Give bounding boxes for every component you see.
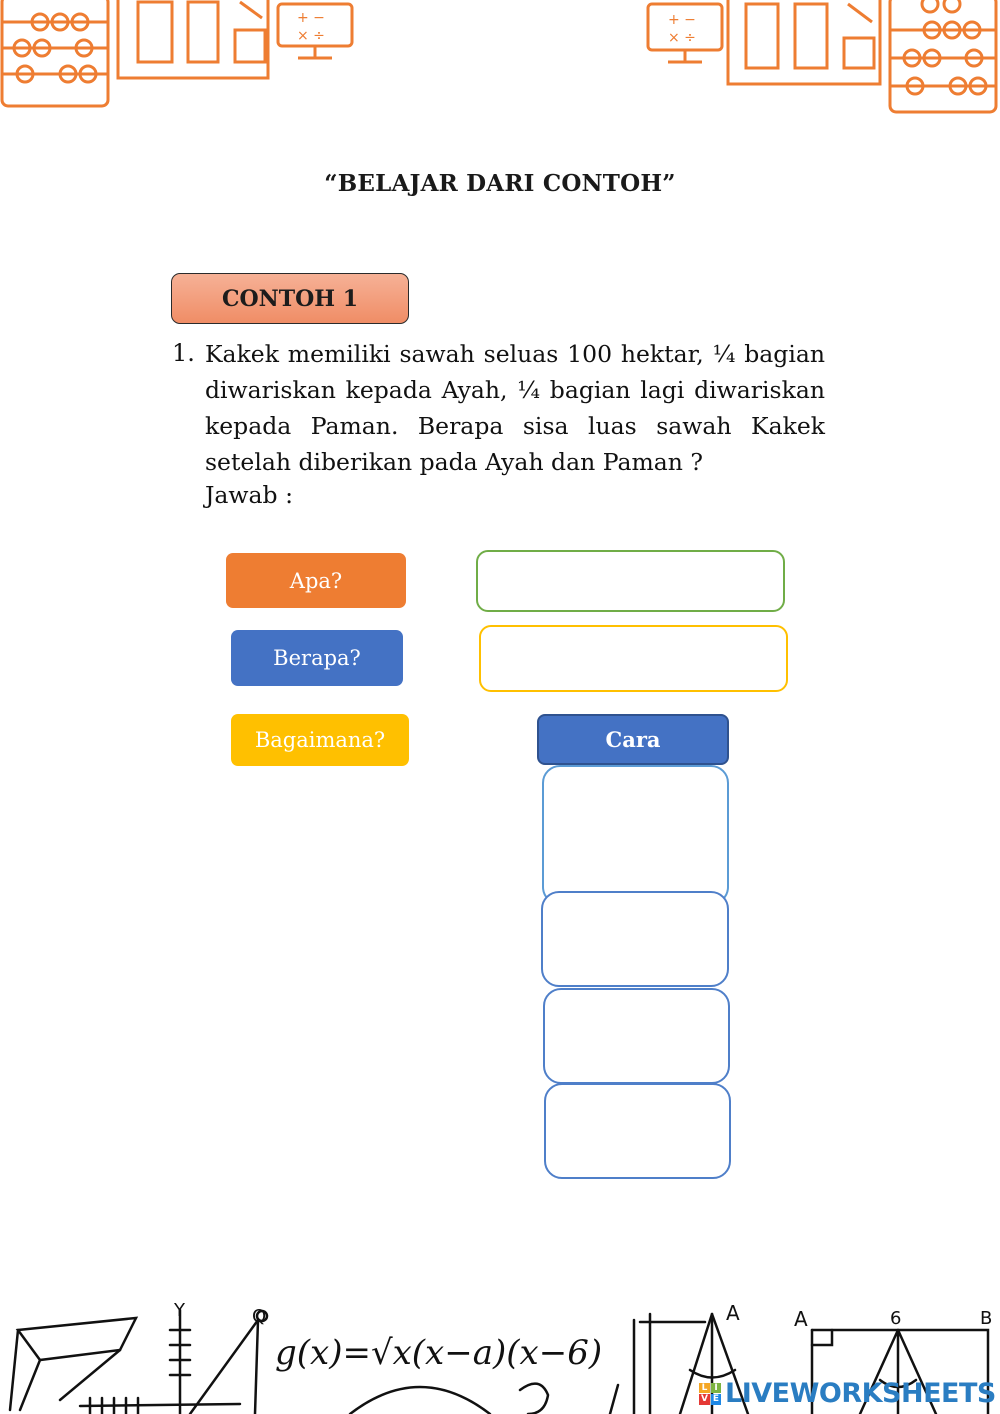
liveworksheets-watermark bbox=[699, 1378, 996, 1409]
sketch-label-6: 6 bbox=[890, 1308, 902, 1329]
sketch-formula: g(x)=√x(x−a)(x−6) bbox=[275, 1333, 603, 1373]
page-title: “BELAJAR DARI CONTOH” bbox=[324, 170, 676, 197]
calc-symbols-plus-minus-right: + − bbox=[668, 12, 696, 28]
abacus-decoration-left bbox=[0, 0, 360, 112]
cara-header: Cara bbox=[537, 714, 729, 765]
calc-symbols-times-divide: × ÷ bbox=[297, 28, 325, 44]
sketch-label-y: Y bbox=[174, 1300, 185, 1321]
cara-step-input-2[interactable] bbox=[541, 891, 729, 987]
sketch-label-q: Q bbox=[252, 1306, 267, 1327]
cara-step-input-4[interactable] bbox=[544, 1083, 731, 1179]
prompt-bagaimana: Bagaimana? bbox=[231, 714, 409, 766]
cara-step-input-1[interactable] bbox=[542, 765, 729, 905]
liveworksheets-text: LIVEWORKSHEETS bbox=[725, 1378, 996, 1409]
sketch-label-a1: A bbox=[726, 1301, 740, 1325]
answer-input-apa[interactable] bbox=[476, 550, 785, 612]
prompt-apa: Apa? bbox=[226, 553, 406, 608]
abacus-decoration-right bbox=[640, 0, 1000, 118]
calc-symbols-times-divide-right: × ÷ bbox=[668, 30, 696, 46]
example-badge: CONTOH 1 bbox=[171, 273, 409, 324]
sketch-label-b: B bbox=[980, 1308, 993, 1329]
cara-step-input-3[interactable] bbox=[543, 988, 730, 1084]
prompt-berapa: Berapa? bbox=[231, 630, 403, 686]
answer-input-berapa[interactable] bbox=[479, 625, 788, 692]
answer-label: Jawab : bbox=[205, 481, 293, 509]
calc-symbols-plus-minus: + − bbox=[297, 10, 325, 26]
sketch-label-a2: A bbox=[794, 1307, 808, 1331]
question-text: Kakek memiliki sawah seluas 100 hektar, ¼ bagian diwariskan kepada Ayah, ¼ bagian lagi diwariskan kepada Paman. Berapa sisa luas sawah Kakek setelah diberikan pada Ayah dan Paman ? bbox=[205, 340, 825, 476]
liveworksheets-logo-icon: L I V E bbox=[699, 1383, 721, 1405]
question-number: 1. bbox=[172, 339, 195, 367]
